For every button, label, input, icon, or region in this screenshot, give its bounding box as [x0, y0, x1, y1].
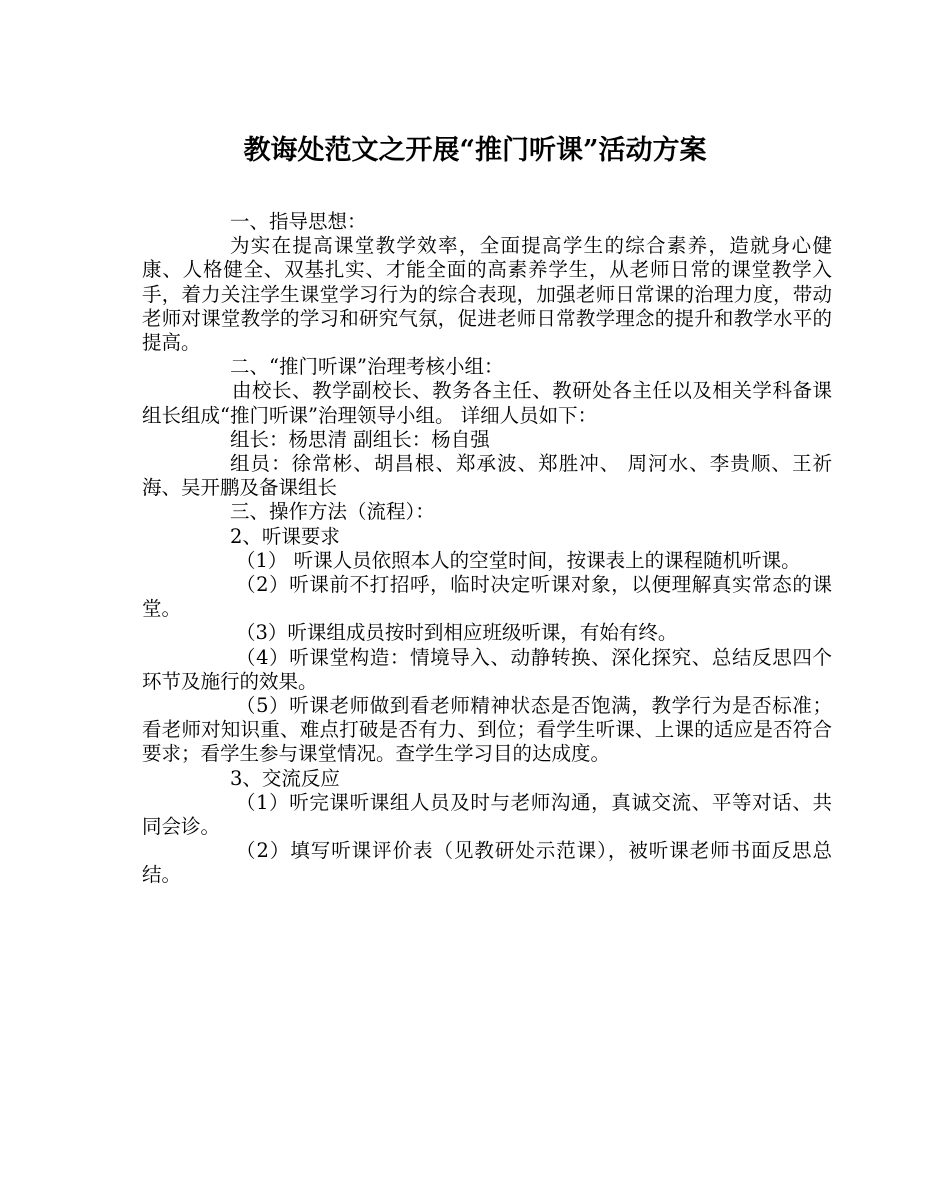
document-title: 教诲处范文之开展“推门听课”活动方案	[243, 135, 707, 166]
section-heading-procedure: 三、操作方法（流程）：	[230, 500, 435, 524]
list-item-requirement-5: （5）听课老师做到看老师精神状态是否饱满，教学行为是否标准；看老师对知识重、难点打破是否有力、到位；看学生听课、上课的适应是否符合要求；看学生参与课堂情况。查学生学习目的达成度。	[142, 694, 832, 766]
section-heading-assessment-group: 二、“推门听课”治理考核小组：	[230, 355, 504, 379]
list-item-requirement-3: （3）听课组成员按时到相应班级听课，有始有终。	[236, 621, 678, 645]
list-item-requirement-4: （4）听课堂构造：情境导入、动静转换、深化探究、总结反思四个环节及施行的效果。	[142, 645, 832, 693]
paragraph-guiding-thought: 为实在提高课堂教学效率，全面提高学生的综合素养，造就身心健康、人格健全、双基扎实、才能全面的高素养学生，从老师日常的课堂教学入手，着力关注学生课堂学习行为的综合表现，加强老师日常课的治理力度，带动老师对课堂教学的学习和研究气氛，促进老师日常教学理念的提升和教学水平的提高。	[142, 234, 832, 355]
list-item-feedback-2: （2）填写听课评价表（见教研处示范课），被听课老师书面反思总结。	[142, 839, 832, 887]
document-body	[142, 210, 832, 888]
list-item-requirement-1: （1） 听课人员依照本人的空堂时间，按课表上的课程随机听课。	[236, 548, 801, 572]
subheading-feedback: 3、交流反应	[230, 766, 340, 790]
paragraph-group-members: 组员：徐常彬、胡昌根、郑承波、郑胜冲、 周河水、李贵顺、王祈海、吴开鹏及备课组长	[142, 452, 832, 500]
list-item-requirement-2: （2）听课前不打招呼，临时决定听课对象，以便理解真实常态的课堂。	[142, 573, 832, 621]
paragraph-group-composition: 由校长、教学副校长、教务各主任、教研处各主任以及相关学科备课组长组成“推门听课”治理领导小组。 详细人员如下：	[142, 379, 832, 427]
paragraph-group-leaders: 组长：杨思清 副组长：杨自强	[230, 427, 490, 451]
list-item-feedback-1: （1）听完课听课组人员及时与老师沟通，真诚交流、平等对话、共同会诊。	[142, 790, 832, 839]
subheading-listening-requirements: 2、听课要求	[230, 524, 340, 548]
section-heading-guiding-thought: 一、指导思想：	[230, 210, 367, 233]
